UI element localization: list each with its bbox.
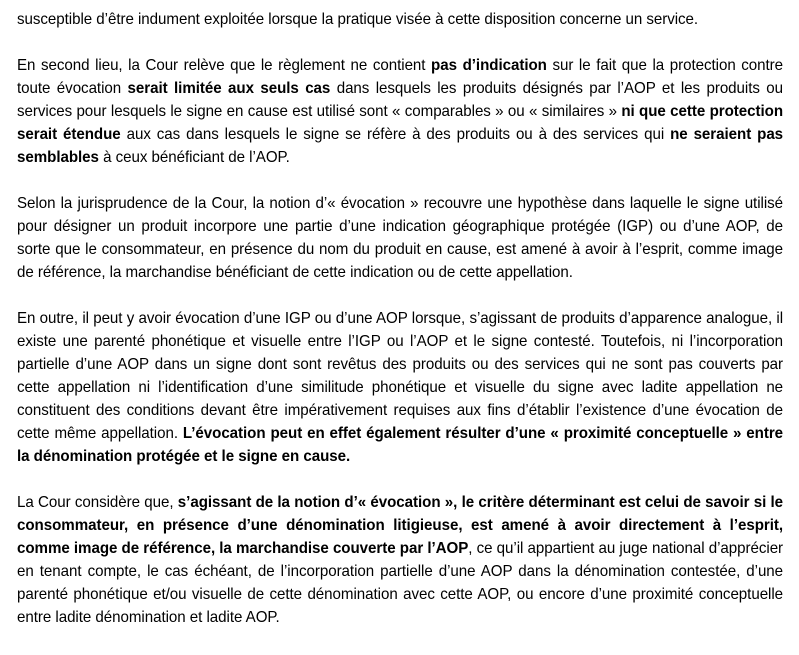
paragraph-p2	[17, 54, 783, 169]
paragraph-text	[17, 8, 783, 31]
emphasis-run: s’agissant de la notion d’« évocation », le critère déterminant est celui de savoir si le consommateur, en présence d’une dénomination litigieuse, est amené à avoir directement à l’esprit, comme image de référence, la marchandise couverte par l’AOP	[17, 494, 784, 557]
emphasis-run: ni que cette protection serait étendue	[17, 103, 784, 143]
document-body	[17, 8, 783, 629]
paragraph-p5	[17, 491, 783, 629]
paragraph-text	[17, 491, 783, 629]
text-run: sur le fait que la protection contre toute évocation	[17, 57, 784, 97]
text-run: dans lesquels les produits désignés par l’AOP et les produits ou services pour lesquels le signe en cause est utilisé sont « comparables » ou « similaires »	[17, 80, 784, 120]
text-run: , ce qu’il appartient au juge national d’apprécier en tenant compte, le cas échéant, de l’incorporation partielle d’une AOP dans la dénomination contestée, d’une parenté phonétique et/ou visuelle de cette dénomination avec cette AOP, ou encore d’une proximité conceptuelle entre ladite dénomination et ladite AOP.	[17, 540, 784, 626]
emphasis-run: pas d’indication	[431, 57, 547, 74]
text-run: Selon la jurisprudence de la Cour, la notion d’« évocation » recouvre une hypothèse dans laquelle le signe utilisé pour désigner un produit incorpore une partie d’une indication géographique protégée (IGP) ou d’une AOP, de sorte que le consommateur, en présence du nom du produit en cause, est amené à avoir à l’esprit, comme image de référence, la marchandise bénéficiant de cette indication ou de cette appellation.	[17, 195, 784, 281]
paragraph-text	[17, 54, 783, 169]
text-run: En outre, il peut y avoir évocation d’une IGP ou d’une AOP lorsque, s’agissant de produits d’apparence analogue, il existe une parenté phonétique et visuelle entre l’IGP ou l’AOP et le signe contesté. Toutefois, ni l’incorporation partielle d’une AOP dans un signe dont sont revêtus des produits ou des services qui ne sont pas couverts par cette appellation ni l’identification d’une similitude phonétique et visuelle du signe avec ladite appellation ne constituent des conditions devant être impérativement requises aux fins d’établir l’existence d’une évocation de cette même appellation.	[17, 310, 784, 442]
paragraph-p4	[17, 307, 783, 468]
paragraph-text	[17, 192, 783, 284]
text-run: aux cas dans lesquels le signe se réfère à des produits ou à des services qui	[120, 126, 671, 143]
emphasis-run: L’évocation peut en effet également résulter d’une « proximité conceptuelle » entre la dénomination protégée et le signe en cause.	[17, 425, 784, 465]
paragraph-text	[17, 307, 783, 468]
paragraph-p3	[17, 192, 783, 284]
emphasis-run: serait limitée aux seuls cas	[127, 80, 331, 97]
emphasis-run: ne seraient pas semblables	[17, 126, 784, 166]
text-run: En second lieu, la Cour relève que le règlement ne contient	[17, 57, 432, 74]
text-run: La Cour considère que,	[17, 494, 178, 511]
paragraph-p1	[17, 8, 783, 31]
text-run: susceptible d’être indument exploitée lorsque la pratique visée à cette disposition concerne un service.	[17, 11, 699, 28]
text-run: à ceux bénéficiant de l’AOP.	[98, 149, 290, 166]
